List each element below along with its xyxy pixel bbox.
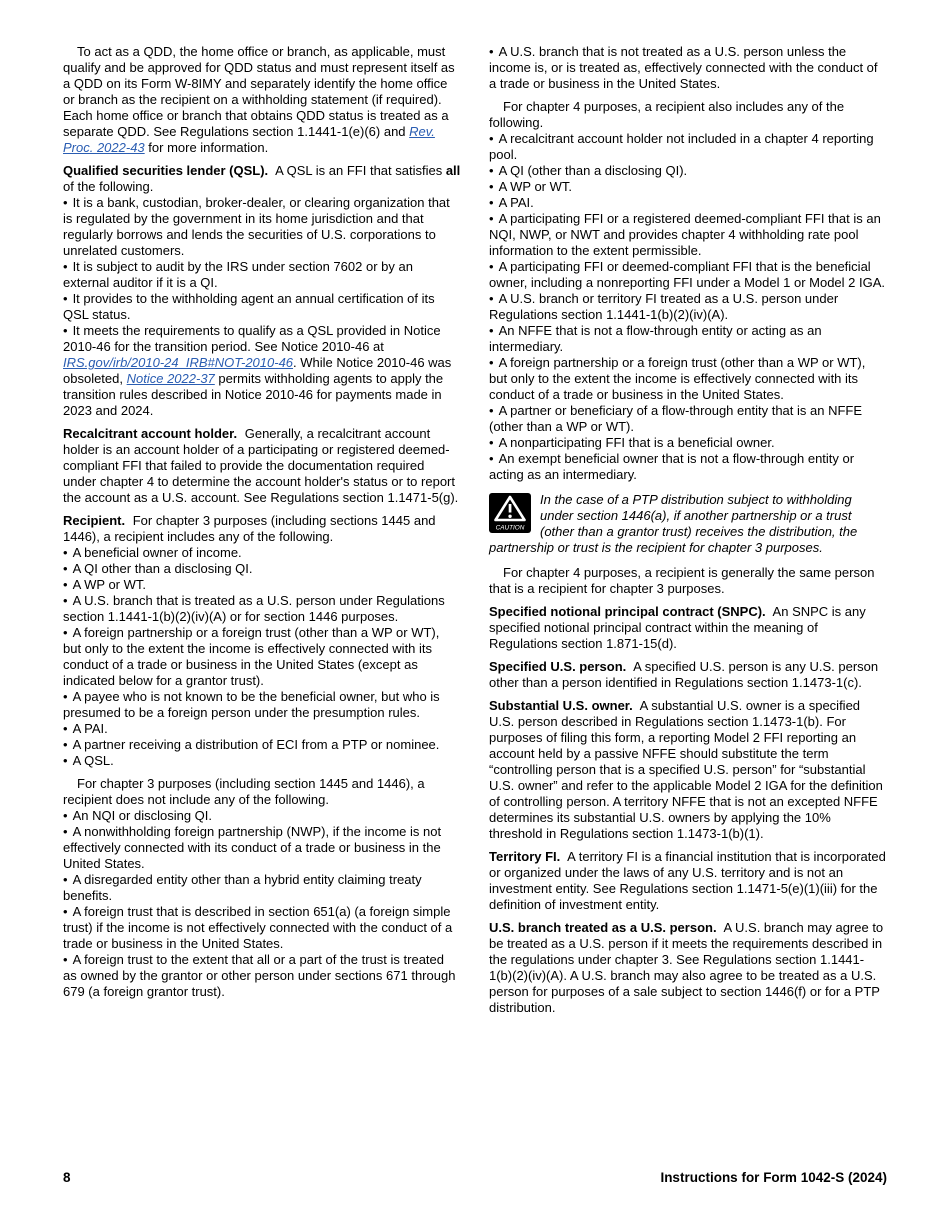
text-run: A WP or WT. — [72, 577, 146, 592]
text-run: For chapter 4 purposes, a recipient is generally the same person that is a recipient for chapter 3 purposes. — [489, 565, 875, 596]
text-run: A participating FFI or deemed-compliant FFI that is the beneficial owner, including a nonreporting FFI under a Model 1 or Model 2 IGA. — [489, 259, 885, 290]
bullet-item — [489, 163, 887, 179]
text-run: A PAI. — [72, 721, 108, 736]
text-run: A PAI. — [498, 195, 534, 210]
bullet-icon: • — [63, 545, 68, 560]
bullet-item — [63, 625, 461, 689]
bullet-item — [63, 872, 461, 904]
bullet-icon: • — [63, 593, 68, 608]
definition-paragraph — [489, 849, 887, 913]
text-run: A partner or beneficiary of a flow-through entity that is an NFFE (other than a WP or WT). — [489, 403, 863, 434]
caution-icon-label: CAUTION — [495, 524, 525, 532]
left-column — [63, 44, 461, 1000]
bullet-item — [63, 904, 461, 952]
bullet-item — [489, 131, 887, 163]
bullet-item — [63, 545, 461, 561]
text-run: . While Notice 2010-46 was obsoleted, — [63, 355, 452, 386]
bullet-icon: • — [489, 291, 494, 306]
footer-doc-title: Instructions for Form 1042-S (2024) — [660, 1170, 887, 1185]
bullet-icon: • — [63, 689, 68, 704]
bullet-icon: • — [63, 323, 68, 338]
text-run: Generally, a recalcitrant account holder is an account holder of a participating or registered deemed-compliant FFI that failed to provide the documentation required under chapter 4 to determine the account holder's status or to report the account as a U.S. account. See Regulations section 1.1471-5(g). — [63, 426, 459, 505]
text-run: A U.S. branch may agree to be treated as a U.S. person if it meets the requirements described in the regulations under chapter 3. See Regulations section 1.1441-1(b)(2)(iv)(A). A U.S. branch may also agree to be treated as a U.S. person for purposes of a sale subject to section 1446(f) or for a PTP distribution. — [489, 920, 884, 1015]
bullet-item — [489, 323, 887, 355]
bullet-icon: • — [63, 952, 68, 967]
hyperlink[interactable]: IRS.gov/irb/2010-24_IRB#NOT-2010-46 — [63, 355, 294, 370]
bullet-icon: • — [489, 179, 494, 194]
text-run: A foreign partnership or a foreign trust (other than a WP or WT), but only to the extent the income is effectively connected with its conduct of a trade or business in the United States. — [489, 355, 866, 402]
definition-term: Territory FI. — [489, 849, 561, 864]
text-run: For chapter 3 purposes (including section 1445 and 1446), a recipient does not include any of the following. — [63, 776, 425, 807]
hyperlink[interactable]: Notice 2022-37 — [126, 371, 215, 386]
text-run: A recalcitrant account holder not included in a chapter 4 reporting pool. — [489, 131, 874, 162]
text-run: An exempt beneficial owner that is not a flow-through entity or acting as an intermediary. — [489, 451, 855, 482]
text-run: permits withholding agents to apply the transition rules described in Notice 2010-46 for payments made in 2023 and 2024. — [63, 371, 444, 418]
text-run: For chapter 3 purposes (including sections 1445 and 1446), a recipient includes any of the following. — [63, 513, 436, 544]
text-run: To act as a QDD, the home office or branch, as applicable, must qualify and be approved for QDD status and must represent itself as a QDD on its Form W-8IMY and separately identify the home office or branch as the recipient on a withholding statement (if required). Each home office or branch that obtains QDD status is treated as a separate QDD. See Regulations section 1.1441-1(e)(6) and — [63, 44, 455, 139]
text-run: for more information. — [144, 140, 269, 155]
bullet-icon: • — [63, 625, 68, 640]
text-run: A nonwithholding foreign partnership (NWP), if the income is not effectively connected with its conduct of a trade or business in the United States. — [63, 824, 442, 871]
bullet-item — [489, 179, 887, 195]
paragraph — [489, 99, 887, 131]
bold-text: all — [445, 163, 461, 178]
bullet-icon: • — [489, 403, 494, 418]
definition-term: Recipient. — [63, 513, 126, 528]
text-run: A U.S. branch or territory FI treated as a U.S. person under Regulations section 1.1441-1(b)(2)(iv)(A). — [489, 291, 839, 322]
bullet-icon: • — [489, 259, 494, 274]
bullet-item — [63, 808, 461, 824]
bullet-icon: • — [489, 435, 494, 450]
definition-paragraph — [63, 163, 461, 195]
text-run: It meets the requirements to qualify as a QSL provided in Notice 2010-46 for the transition period. See Notice 2010-46 at — [63, 323, 441, 354]
bullet-item — [489, 403, 887, 435]
bullet-item — [63, 259, 461, 291]
bullet-item — [489, 451, 887, 483]
bullet-icon: • — [63, 259, 68, 274]
bullet-icon: • — [63, 737, 68, 752]
bullet-item — [63, 195, 461, 259]
definition-paragraph — [63, 426, 461, 506]
definition-term: Recalcitrant account holder. — [63, 426, 238, 441]
right-column — [489, 44, 887, 1016]
definition-paragraph — [489, 659, 887, 691]
bullet-icon: • — [489, 131, 494, 146]
bullet-item — [63, 323, 461, 419]
two-column-body — [63, 44, 887, 1016]
bullet-icon: • — [489, 195, 494, 210]
bullet-item — [489, 211, 887, 259]
text-run: It is a bank, custodian, broker-dealer, or clearing organization that is regulated by the government in its home jurisdiction and that regularly borrows and lends the securities of U.S. corporations to unrelated customers. — [63, 195, 450, 258]
bullet-icon: • — [63, 824, 68, 839]
caution-icon — [489, 493, 531, 533]
bullet-icon: • — [63, 195, 68, 210]
bullet-item — [63, 824, 461, 872]
bullet-icon: • — [489, 163, 494, 178]
text-run: A QSL. — [72, 753, 114, 768]
text-run: A payee who is not known to be the beneficial owner, but who is presumed to be a foreign person under the presumption rules. — [63, 689, 440, 720]
text-run: A specified U.S. person is any U.S. person other than a person identified in Regulations section 1.1473-1(c). — [489, 659, 879, 690]
text-run: An NFFE that is not a flow-through entity or acting as an intermediary. — [489, 323, 822, 354]
page-number: 8 — [63, 1170, 71, 1185]
text-run: A beneficial owner of income. — [72, 545, 242, 560]
bullet-icon: • — [63, 808, 68, 823]
bullet-item — [489, 291, 887, 323]
bullet-item — [63, 689, 461, 721]
bullet-icon: • — [63, 872, 68, 887]
bullet-item — [63, 291, 461, 323]
hyperlink[interactable]: Rev. Proc. 2022-43 — [63, 124, 435, 155]
paragraph — [63, 776, 461, 808]
text-run: It is subject to audit by the IRS under section 7602 or by an external auditor if it is a QI. — [63, 259, 413, 290]
bullet-icon: • — [489, 355, 494, 370]
bullet-item — [63, 577, 461, 593]
caution-note — [489, 492, 887, 556]
text-run: A foreign trust that is described in section 651(a) (a foreign simple trust) if the income is not effectively connected with the conduct of a trade or business in the United States. — [63, 904, 453, 951]
bullet-icon: • — [489, 323, 494, 338]
text-run: A substantial U.S. owner is a specified U.S. person described in Regulations section 1.1473-1(b). For purposes of filing this form, a reporting Model 2 FFI reporting an account held by a passive NFFE should substitute the term “controlling person that is a specified U.S. person” for “substantial U.S. owner” and refer to the applicable Model 2 IGA for the definition of controlling person. A territory NFFE that is not an excepted NFFE determines its substantial U.S. owners by applying the 10% threshold in Regulations section 1.1473-1(b)(1). — [489, 698, 883, 841]
text-run: A foreign trust to the extent that all or a part of the trust is treated as owned by the grantor or other person under sections 671 through 679 (a foreign grantor trust). — [63, 952, 456, 999]
text-run: An SNPC is any specified notional principal contract within the meaning of Regulations section 1.871-15(d). — [489, 604, 866, 651]
text-run: A QI other than a disclosing QI. — [72, 561, 253, 576]
bullet-item — [63, 753, 461, 769]
bullet-icon: • — [63, 561, 68, 576]
bullet-item — [489, 435, 887, 451]
bullet-icon: • — [63, 721, 68, 736]
bullet-icon: • — [63, 577, 68, 592]
bullet-icon: • — [489, 44, 494, 59]
bullet-item — [489, 44, 887, 92]
bullet-item — [63, 561, 461, 577]
bullet-item — [489, 259, 887, 291]
definition-paragraph — [489, 920, 887, 1016]
bullet-item — [63, 737, 461, 753]
definition-paragraph — [63, 513, 461, 545]
text-run: A QI (other than a disclosing QI). — [498, 163, 688, 178]
text-run: A disregarded entity other than a hybrid entity claiming treaty benefits. — [63, 872, 422, 903]
bullet-item — [63, 952, 461, 1000]
definition-term: Qualified securities lender (QSL). — [63, 163, 269, 178]
text-run: A participating FFI or a registered deemed-compliant FFI that is an NQI, NWP, or NWT and provides chapter 4 withholding rate pool information to the extent permissible. — [489, 211, 881, 258]
bullet-item — [63, 593, 461, 625]
text-run: A foreign partnership or a foreign trust (other than a WP or WT), but only to the extent the income is effectively connected with its conduct of a trade or business in the United States (except as indicated below for a grantor trust). — [63, 625, 440, 688]
bullet-icon: • — [489, 211, 494, 226]
bullet-item — [489, 355, 887, 403]
bullet-item — [63, 721, 461, 737]
text-run: For chapter 4 purposes, a recipient also includes any of the following. — [489, 99, 845, 130]
text-run: A partner receiving a distribution of ECI from a PTP or nominee. — [72, 737, 440, 752]
text-run: In the case of a PTP distribution subject to withholding under section 1446(a), if another partnership or a trust (other than a grantor trust) receives the distribution, the partnership or trust is the recipient for chapter 3 purposes. — [489, 492, 858, 555]
text-run: A WP or WT. — [498, 179, 572, 194]
bullet-icon: • — [63, 904, 68, 919]
text-run: A U.S. branch that is not treated as a U.S. person unless the income is, or is treated as, effectively connected with the conduct of a trade or business in the United States. — [489, 44, 878, 91]
bullet-icon: • — [63, 753, 68, 768]
bullet-item — [489, 195, 887, 211]
definition-paragraph — [489, 604, 887, 652]
text-run: A U.S. branch that is treated as a U.S. person under Regulations section 1.1441-1(b)(2)(iv)(A) or for section 1446 purposes. — [63, 593, 445, 624]
text-run: A nonparticipating FFI that is a beneficial owner. — [498, 435, 775, 450]
page-footer — [63, 1170, 887, 1186]
definition-term: Specified U.S. person. — [489, 659, 627, 674]
bullet-icon: • — [63, 291, 68, 306]
text-run: An NQI or disclosing QI. — [72, 808, 213, 823]
bullet-icon: • — [489, 451, 494, 466]
paragraph — [63, 44, 461, 156]
definition-term: Substantial U.S. owner. — [489, 698, 633, 713]
definition-term: U.S. branch treated as a U.S. person. — [489, 920, 717, 935]
definition-term: Specified notional principal contract (SNPC). — [489, 604, 766, 619]
text-run: of the following. — [63, 179, 154, 194]
text-run: It provides to the withholding agent an annual certification of its QSL status. — [63, 291, 435, 322]
text-run: A QSL is an FFI that satisfies — [272, 163, 446, 178]
paragraph — [489, 565, 887, 597]
text-run: A territory FI is a financial institution that is incorporated or organized under the laws of any U.S. territory and is not an investment entity. See Regulations section 1.1471-5(e)(1)(iii) for the definition of investment entity. — [489, 849, 886, 912]
definition-paragraph — [489, 698, 887, 842]
